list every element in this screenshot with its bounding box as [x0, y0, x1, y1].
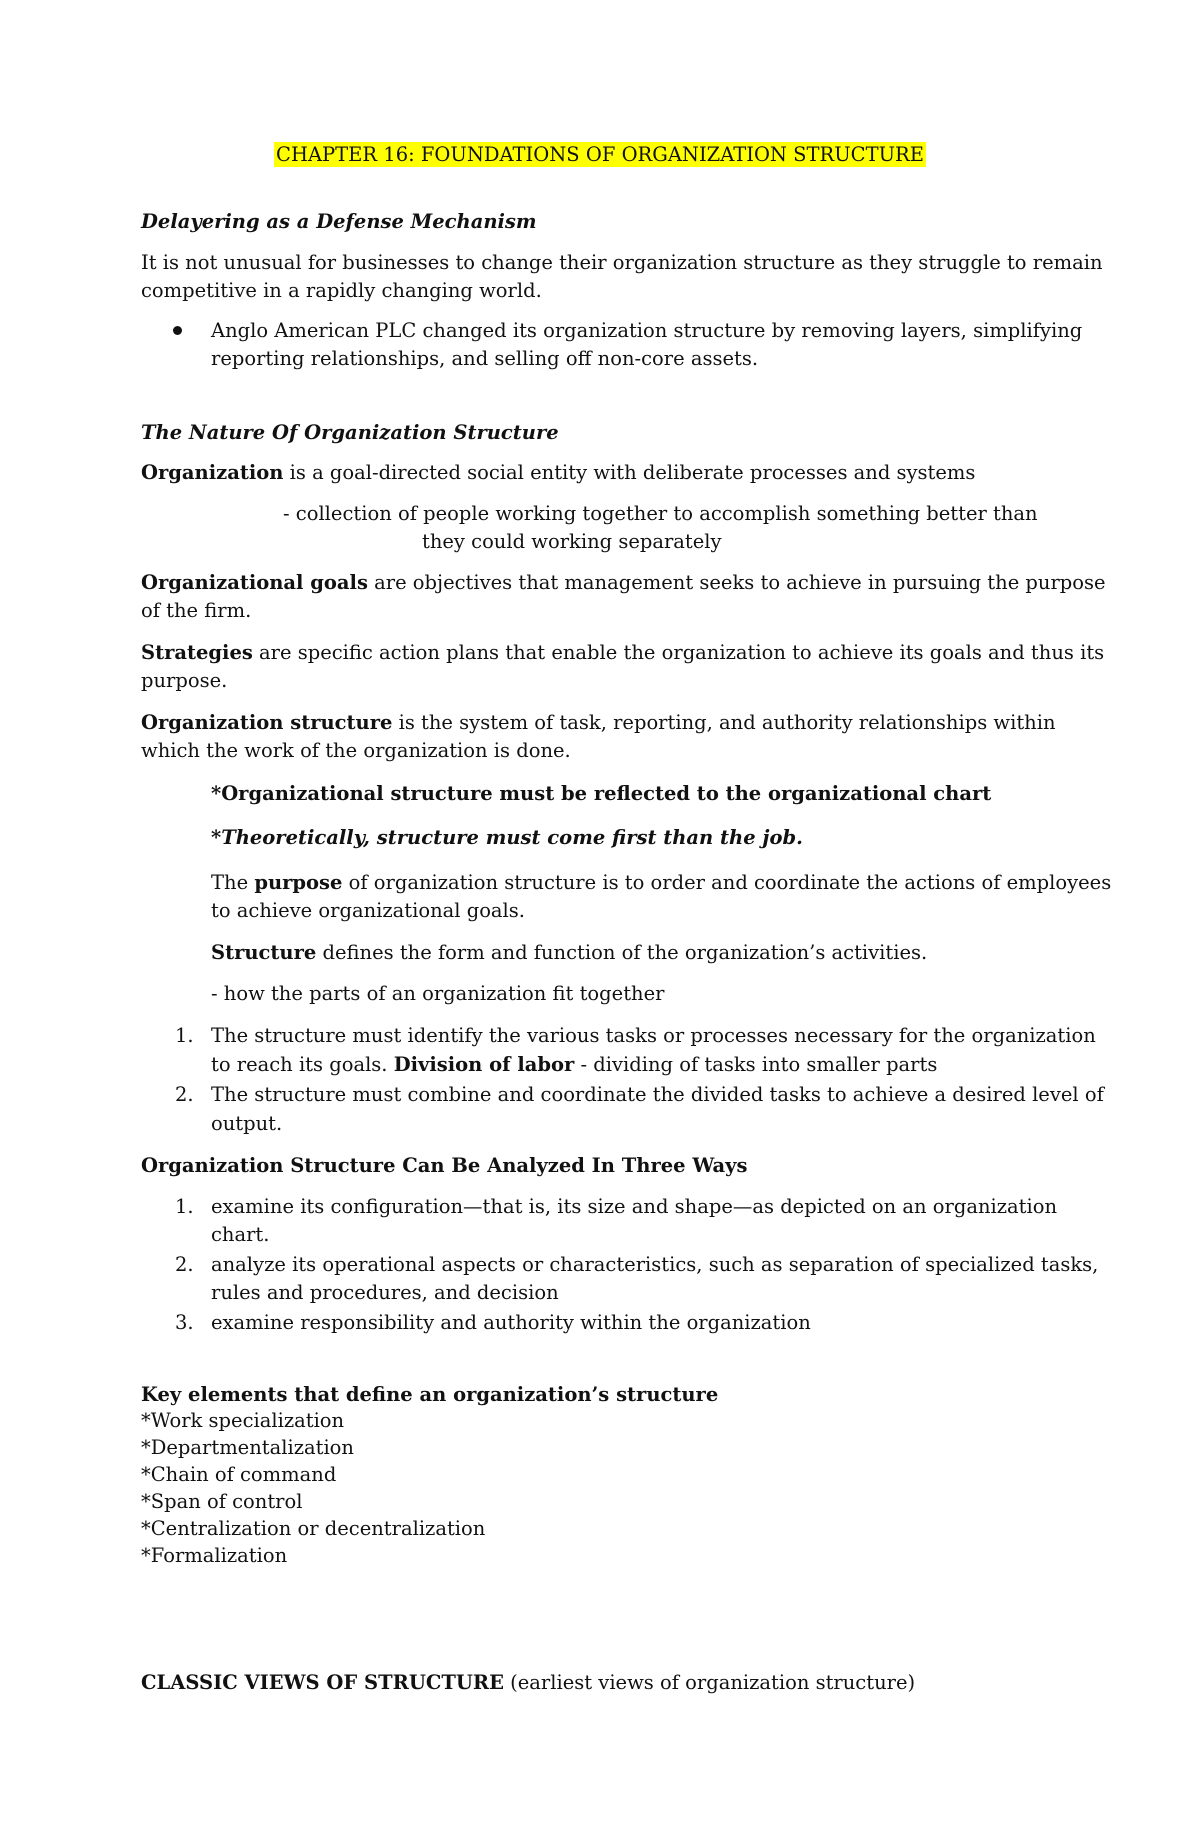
- bullet-text: reporting relationships, and selling off non-core assets.: [211, 347, 759, 370]
- structure-sub-line: - how the parts of an organization fit together: [211, 982, 665, 1005]
- list-number: 2.: [175, 1253, 194, 1276]
- section-heading-nature: The Nature Of Organization Structure: [141, 421, 559, 444]
- paragraph-line: It is not unusual for businesses to change their organization structure as they struggle to remain: [141, 251, 1103, 274]
- note-theoretically: *Theoretically, structure must come first than the job.: [211, 826, 803, 849]
- note-org-chart: *Organizational structure must be reflected to the organizational chart: [211, 782, 992, 805]
- key-element-item: *Chain of command: [141, 1463, 337, 1486]
- definition-sub: they could working separately: [422, 530, 722, 553]
- list-item-text: analyze its operational aspects or characteristics, such as separation of specialized tasks,: [211, 1253, 1099, 1276]
- definition-strategies-cont: purpose.: [141, 669, 228, 692]
- definition-sub: - collection of people working together to accomplish something better than: [283, 502, 1038, 525]
- list-item-text: chart.: [211, 1223, 270, 1246]
- definition-structure-cont: which the work of the organization is done.: [141, 739, 571, 762]
- key-element-item: *Span of control: [141, 1490, 303, 1513]
- section-heading-delayering: Delayering as a Defense Mechanism: [141, 210, 537, 233]
- list-item-text: to reach its goals. Division of labor - dividing of tasks into smaller parts: [211, 1053, 938, 1076]
- definition-organization: Organization is a goal-directed social entity with deliberate processes and systems: [141, 461, 976, 484]
- structure-defines-line: Structure defines the form and function of the organization’s activities.: [211, 941, 928, 964]
- key-element-item: *Centralization or decentralization: [141, 1517, 486, 1540]
- list-item-text: rules and procedures, and decision: [211, 1281, 559, 1304]
- key-element-item: *Work specialization: [141, 1409, 345, 1432]
- chapter-title: CHAPTER 16: FOUNDATIONS OF ORGANIZATION STRUCTURE: [276, 143, 924, 166]
- list-item-text: The structure must combine and coordinate the divided tasks to achieve a desired level of: [211, 1083, 1104, 1106]
- list-number: 2.: [175, 1083, 194, 1106]
- bullet-icon: [173, 326, 182, 335]
- purpose-line-cont: to achieve organizational goals.: [211, 899, 525, 922]
- list-item-text: examine responsibility and authority within the organization: [211, 1311, 811, 1334]
- definition-strategies: Strategies are specific action plans that enable the organization to achieve its goals and thus its: [141, 641, 1105, 664]
- key-element-item: *Formalization: [141, 1544, 288, 1567]
- bullet-text: Anglo American PLC changed its organization structure by removing layers, simplifying: [211, 319, 1083, 342]
- list-item-text: examine its configuration—that is, its size and shape—as depicted on an organization: [211, 1195, 1058, 1218]
- section-heading-key-elements: Key elements that define an organization’s structure: [141, 1383, 719, 1406]
- section-heading-analyzed: Organization Structure Can Be Analyzed In Three Ways: [141, 1154, 748, 1177]
- list-number: 1.: [175, 1195, 194, 1218]
- section-heading-classic-views: CLASSIC VIEWS OF STRUCTURE (earliest views of organization structure): [141, 1671, 916, 1694]
- list-number: 3.: [175, 1311, 194, 1334]
- definition-goals: Organizational goals are objectives that management seeks to achieve in pursuing the purpose: [141, 571, 1106, 594]
- definition-goals-cont: of the firm.: [141, 599, 252, 622]
- list-item-text: output.: [211, 1112, 283, 1135]
- key-element-item: *Departmentalization: [141, 1436, 354, 1459]
- list-number: 1.: [175, 1024, 194, 1047]
- definition-structure: Organization structure is the system of task, reporting, and authority relationships within: [141, 711, 1056, 734]
- purpose-line: The purpose of organization structure is to order and coordinate the actions of employees: [211, 871, 1112, 894]
- list-item-text: The structure must identify the various tasks or processes necessary for the organization: [211, 1024, 1096, 1047]
- paragraph-line: competitive in a rapidly changing world.: [141, 279, 542, 302]
